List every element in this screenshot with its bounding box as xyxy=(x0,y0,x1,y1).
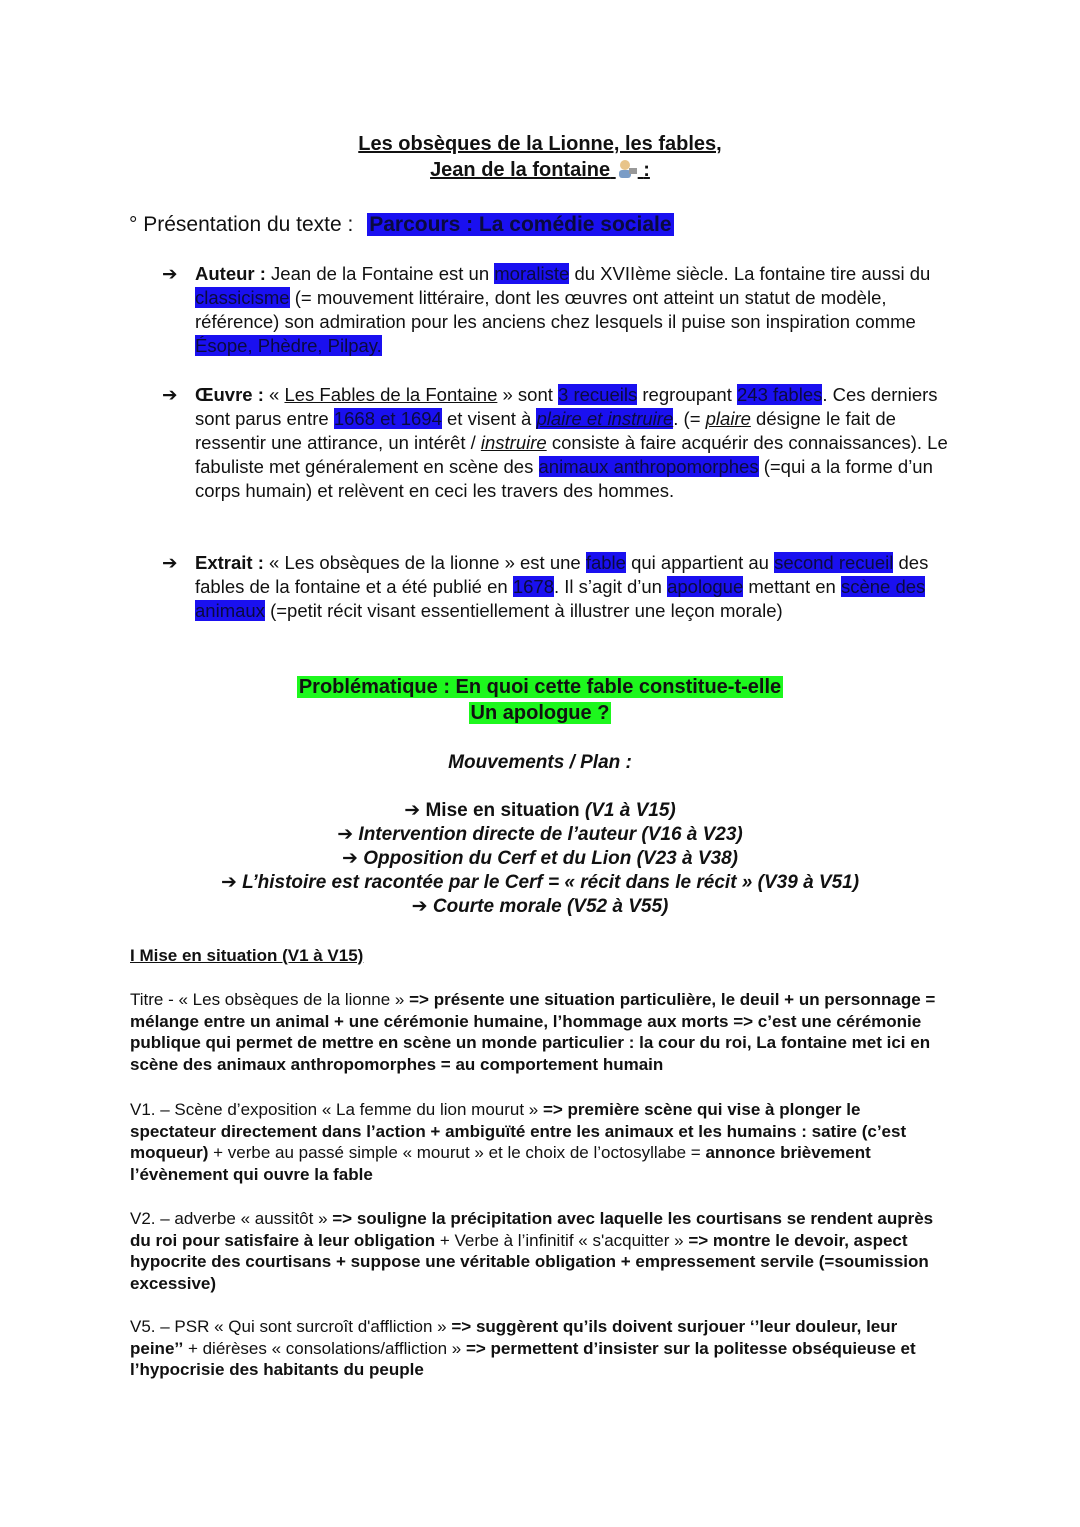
arrow-icon: ➔ xyxy=(411,896,428,917)
presentation-line xyxy=(129,211,1029,239)
para-bold: => souligne la précipitation avec laquelle les courtisans se rendent auprès du roi pour satisfaire à leur obligation xyxy=(130,1209,934,1250)
highlight: second recueil xyxy=(774,552,894,573)
text-span: désigne le fait de ressentir une attirance, un intérêt / xyxy=(195,408,896,453)
oeuvre-bullet xyxy=(162,383,962,533)
parcours-highlight: Parcours : La comédie sociale xyxy=(369,213,672,236)
text-span: regroupant xyxy=(637,384,737,405)
text-span: » sont xyxy=(497,384,559,405)
plan-item xyxy=(0,895,1080,919)
para-text: + Verbe à l’infinitif « s'acquitter » xyxy=(435,1230,689,1250)
plan-heading xyxy=(0,752,1080,774)
problematique-line-2: Un apologue ? xyxy=(470,702,610,724)
title-suffix: : xyxy=(643,159,650,181)
para-label: Titre - « Les obsèques de la lionne » xyxy=(130,990,410,1009)
highlight: 1678 xyxy=(512,576,554,597)
arrow-icon: ➔ xyxy=(162,263,178,284)
arrow-icon: ➔ xyxy=(162,384,178,405)
para-bold: => permettent d’insister sur la politesse obséquieuse et l’hypocrisie des habitants du peuple xyxy=(130,1338,916,1379)
para-bold: annonce brièvement l’évènement qui ouvre la fable xyxy=(130,1143,871,1184)
italic-term: plaire xyxy=(705,408,751,429)
auteur-bullet xyxy=(162,262,962,362)
highlight: plaire et instruire xyxy=(536,408,674,429)
section-heading: I Mise en situation (V1 à V15) xyxy=(130,946,364,965)
plan-item xyxy=(0,847,1080,871)
presentation-label: ° Présentation du texte : xyxy=(129,213,354,236)
plan-item xyxy=(0,871,1080,895)
oeuvre-text xyxy=(195,383,960,503)
extrait-text xyxy=(195,551,960,623)
title-line-2 xyxy=(0,157,1080,183)
v5-paragraph xyxy=(130,1316,950,1381)
para-label: V1. – Scène d’exposition « La femme du lion mourut » xyxy=(130,1100,543,1119)
text-span: du XVIIème siècle. La fontaine tire aussi du xyxy=(569,263,931,284)
problematique-line-1: Problématique : En quoi cette fable constitue-t-elle xyxy=(298,676,782,698)
text-span: (=petit récit visant essentiellement à illustrer une leçon morale) xyxy=(264,600,783,621)
text-span: Jean de la Fontaine est un xyxy=(265,263,495,284)
plan-list xyxy=(0,799,1080,919)
text-span: . Ces derniers sont parus entre xyxy=(195,384,938,429)
arrow-icon: ➔ xyxy=(162,552,178,573)
title-text-2: Jean de la fontaine xyxy=(430,159,611,181)
text-span: « xyxy=(263,384,285,405)
highlight: 243 fables xyxy=(737,384,823,405)
text-span: « Les obsèques de la lionne » est une xyxy=(263,552,586,573)
text-span: . (= xyxy=(673,408,706,429)
text-span: (= mouvement littéraire, dont les œuvres ont atteint un statut de modèle, référence) son admiration pour les anciens chez lesquels il puise son inspiration comme xyxy=(195,287,916,332)
para-bold: => première scène qui vise à plonger le spectateur directement dans l’action + ambiguïté entre les animaux et les humains : satire (c’est moqueur) xyxy=(130,1100,907,1162)
text-span: et visent à xyxy=(441,408,537,429)
underlined-title: Les Fables de la Fontaine xyxy=(284,384,498,405)
highlight: moraliste xyxy=(494,263,570,284)
text-span: des fables de la fontaine et a été publié en xyxy=(195,552,929,597)
arrow-icon: ➔ xyxy=(342,848,358,869)
titre-paragraph xyxy=(130,989,950,1075)
problematique-block xyxy=(0,674,1080,726)
highlight: animaux anthropomorphes xyxy=(538,456,759,477)
text-span: mettant en xyxy=(743,576,841,597)
para-bold: => montre le devoir, aspect hypocrite des courtisans + suppose une véritable obligation + empressement servile (=soumission excessive) xyxy=(130,1230,929,1293)
v1-paragraph xyxy=(130,1099,950,1185)
plan-item-text: Intervention directe de l’auteur (V16 à V23) xyxy=(358,824,743,845)
para-bold: => présente une situation particulière, le deuil + un personnage = mélange entre un animal + une cérémonie humaine, l’hommage aux morts => c’est une cérémonie publique qui permet de mettre en scène un monde particulier : la cour du roi, La fontaine met ici en scène des animaux anthropomorphes = au comportement humain xyxy=(130,990,936,1074)
plan-item-text: Courte morale (V52 à V55) xyxy=(432,896,669,917)
plan-item-text: L’histoire est racontée par le Cerf = « récit dans le récit » (V39 à V51) xyxy=(242,872,860,893)
extrait-bullet xyxy=(162,551,962,631)
highlight: Ésope, Phèdre, Pilpay. xyxy=(195,335,382,356)
arrow-icon: ➔ xyxy=(220,872,237,893)
extrait-label: Extrait : xyxy=(195,552,264,573)
para-text: + diérèses « consolations/affliction » xyxy=(183,1338,466,1358)
plan-item xyxy=(0,823,1080,847)
plan-item-text: Opposition du Cerf et du Lion (V23 à V38) xyxy=(363,848,738,869)
highlight: classicisme xyxy=(195,287,290,308)
arrow-icon: ➔ xyxy=(404,800,421,821)
arrow-icon: ➔ xyxy=(337,824,354,845)
title-line-1 xyxy=(0,131,1080,157)
plan-item xyxy=(0,799,1080,823)
text-span: (=qui a la forme d’un corps humain) et relèvent en ceci les travers des hommes. xyxy=(195,456,933,501)
para-text: + verbe au passé simple « mourut » et le choix de l’octosyllabe = xyxy=(208,1143,706,1162)
para-label: V5. – PSR « Qui sont surcroît d'affliction » xyxy=(130,1317,452,1336)
auteur-text xyxy=(195,262,960,358)
text-span: consiste à faire acquérir des connaissances). Le fabuliste met généralement en scène des xyxy=(195,432,948,477)
title-text-1: Les obsèques de la Lionne, les fables, xyxy=(358,133,722,155)
text-span: . Il s’agit d’un xyxy=(553,576,668,597)
man-icon xyxy=(616,159,638,179)
plan-heading-text: Mouvements / Plan : xyxy=(448,752,632,773)
highlight: fable xyxy=(585,552,626,573)
text-span: qui appartient au xyxy=(625,552,775,573)
para-label: V2. – adverbe « aussitôt » xyxy=(130,1209,333,1228)
para-bold: => suggèrent qu’ils doivent surjouer ‘’leur douleur, leur peine’’ xyxy=(130,1317,898,1358)
oeuvre-label: Œuvre : xyxy=(195,384,264,405)
plan-item-range: (V1 à V15) xyxy=(584,800,676,821)
highlight: 1668 et 1694 xyxy=(333,408,442,429)
highlight: scène des animaux xyxy=(195,576,926,621)
highlight: apologue xyxy=(667,576,744,597)
highlight: 3 recueils xyxy=(558,384,638,405)
auteur-label: Auteur : xyxy=(195,263,266,284)
plan-item-text: Mise en situation xyxy=(425,800,585,821)
v2-paragraph xyxy=(130,1208,950,1294)
italic-term: instruire xyxy=(480,432,547,453)
